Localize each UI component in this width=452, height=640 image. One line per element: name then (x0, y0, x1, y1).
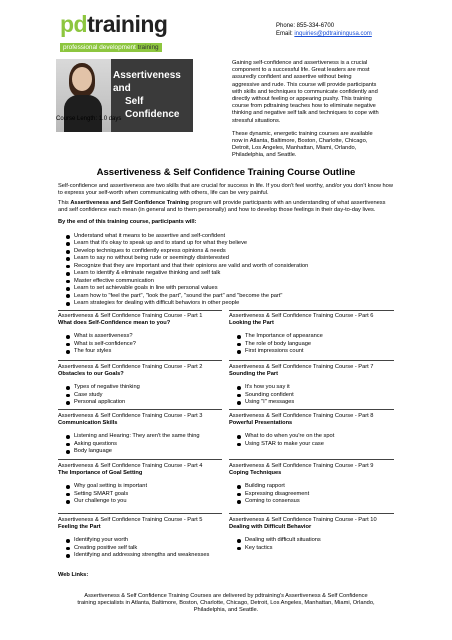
module-divider (58, 310, 222, 311)
module-divider (58, 360, 222, 361)
outcome-item: Learn to say no without being rude or seemingly disinterested (66, 255, 308, 262)
outcome-item: Learn to set achievable goals in line with personal values (66, 285, 308, 292)
contact-info (276, 22, 372, 38)
bullet-icon (66, 485, 70, 489)
web-links-heading: Web Links: (58, 572, 89, 578)
module-part-10: Assertiveness & Self Confidence Training Course - Part 10 Dealing with Difficult Behavior Dealing with difficult situations Key tactics (229, 517, 377, 551)
module-divider (58, 459, 222, 460)
bullet-icon (237, 401, 241, 405)
module-part-7: Assertiveness & Self Confidence Training Course - Part 7 Sounding the Part It's how you say it Sounding confident Using "I" messages (229, 364, 374, 405)
outcome-item: Recognize that they are important and that their opinions are valid and worth of consideration (66, 263, 308, 270)
module-part-3: Assertiveness & Self Confidence Training Course - Part 3 Communication Skills Listening and Hearing: They aren't the same thing Asking questions Body language (58, 413, 203, 454)
bullet-icon (237, 435, 241, 439)
module-part-9: Assertiveness & Self Confidence Training Course - Part 9 Coping Techniques Building rapport Expressing disagreement Coming to consensus (229, 463, 374, 504)
outcomes-heading: By the end of this training course, participants will: (58, 219, 197, 225)
bullet-icon (66, 386, 70, 390)
module-divider (229, 409, 394, 410)
phone-text: Phone: 855-334-6700 (276, 23, 335, 29)
footer-text: Assertiveness & Self Confidence Training Courses are delivered by pdtraining's Assertiveness & Self Confidence training specialists in Atlanta, Baltimore, Boston, Charlotte, Chicago, Detroit, Los Angeles, Manhattan, Miami, Orlando, Philadelphia, and Seattle. (77, 593, 375, 614)
page-title: Assertiveness & Self Confidence Training Course Outline (96, 167, 356, 178)
module-divider (58, 409, 222, 410)
bullet-icon (66, 539, 70, 543)
module-part-2: Assertiveness & Self Confidence Training Course - Part 2 Obstacles to our Goals? Types of negative thinking Case study Personal application (58, 364, 203, 405)
module-divider (229, 360, 394, 361)
pdtraining-logo (60, 12, 200, 56)
bullet-icon (66, 280, 70, 284)
bullet-icon (237, 493, 241, 497)
bullet-icon (66, 302, 70, 306)
bullet-icon (66, 554, 70, 558)
module-part-1: Assertiveness & Self Confidence Training Course - Part 1 What does Self-Confidence mean to you? What is assertiveness? What is self-confidence? The four styles (58, 313, 203, 354)
bullet-icon (66, 450, 70, 454)
course-length: Course Length: 1.0 days (56, 116, 122, 122)
module-part-8: Assertiveness & Self Confidence Training Course - Part 8 Powerful Presentations What to do when you're on the spot Using STAR to make your case (229, 413, 374, 447)
bullet-icon (237, 500, 241, 504)
banner-title: Assertiveness and Self Confidence (113, 70, 181, 120)
bullet-icon (237, 386, 241, 390)
bullet-icon (237, 485, 241, 489)
bullet-icon (66, 443, 70, 447)
bullet-icon (237, 335, 241, 339)
module-part-5: Assertiveness & Self Confidence Training Course - Part 5 Feeling the Part Identifying your worth Creating positive self talk Identifying and addressing strengths and weaknesses (58, 517, 210, 558)
module-divider (229, 310, 394, 311)
bullet-icon (66, 343, 70, 347)
bullet-icon (66, 350, 70, 354)
outcome-item: Develop techniques to confidently express opinions & needs (66, 248, 308, 255)
bullet-icon (66, 547, 70, 551)
bullet-icon (237, 394, 241, 398)
outcome-item: Learn strategies for dealing with difficult behaviors in other people (66, 300, 308, 307)
intro-text: Self-confidence and assertiveness are two skills that are crucial for success in life. If you don't feel worthy, and/or you don't know how to express your self-worth when communicating with others, life can be very painful. (58, 183, 393, 197)
bullet-icon (66, 235, 70, 239)
bullet-icon (66, 335, 70, 339)
module-divider (229, 513, 394, 514)
logo-wordmark: pdtraining (60, 11, 168, 37)
module-part-6: Assertiveness & Self Confidence Training Course - Part 6 Looking the Part The Importance of appearance The role of body language First impressions count (229, 313, 374, 354)
module-divider (58, 513, 222, 514)
module-divider (229, 459, 394, 460)
bullet-icon (66, 265, 70, 269)
outcomes-list (66, 233, 308, 308)
bullet-icon (66, 272, 70, 276)
logo-tagline: professional development training (60, 43, 162, 52)
module-part-4: Assertiveness & Self Confidence Training Course - Part 4 The Importance of Goal Setting Why goal setting is important Setting SMART goals Our challenge to you (58, 463, 203, 504)
bullet-icon (237, 343, 241, 347)
outcome-item: Learn to identify & eliminate negative thinking and self talk (66, 270, 308, 277)
bullet-icon (66, 250, 70, 254)
bullet-icon (66, 500, 70, 504)
email-label: Email: (276, 31, 293, 37)
outcome-item: Master effective communication (66, 278, 308, 285)
bullet-icon (237, 443, 241, 447)
outcome-item: Learn how to "feel the part", "look the part", "sound the part" and "become the part" (66, 293, 308, 300)
bullet-icon (66, 493, 70, 497)
program-text: This Assertiveness and Self Confidence Training program will provide participants with an understanding of what assertiveness and self confidence each mean (in general and to them personally) and how to develop those feelings in their day-to-day lives. (58, 200, 386, 214)
bullet-icon (66, 401, 70, 405)
outcome-item: Learn that it's okay to speak up and to stand up for what they believe (66, 240, 308, 247)
bullet-icon (66, 257, 70, 261)
outcome-item: Understand what it means to be assertive and self-confident (66, 233, 308, 240)
locations-paragraph: These dynamic, energetic training courses are available now in Atlanta, Baltimore, Boston, Charlotte, Chicago, Detroit, Los Angeles, Manhattan, Miami, Orlando, Philadelphia, and Seattle. (232, 130, 373, 159)
course-intro (232, 60, 380, 166)
intro-paragraph: Gaining self-confidence and assertiveness is a crucial component to a successful life. Great leaders are most assuredly confident and assertive without being aggressive and rude. This course will provide participants with skills and techniques to communicate confidently and directly without feeling or appearing pushy. This training course from pdtraining teaches how to eliminate negative thinking and negative self talk and techniques to cope with stressful situations. (232, 60, 379, 124)
bullet-icon (237, 539, 241, 543)
bullet-icon (66, 242, 70, 246)
bullet-icon (237, 547, 241, 551)
email-link[interactable]: inquiries@pdtrainingusa.com (294, 31, 372, 37)
bullet-icon (66, 435, 70, 439)
bullet-icon (66, 287, 70, 291)
bullet-icon (66, 294, 70, 298)
bullet-icon (66, 394, 70, 398)
bullet-icon (237, 350, 241, 354)
